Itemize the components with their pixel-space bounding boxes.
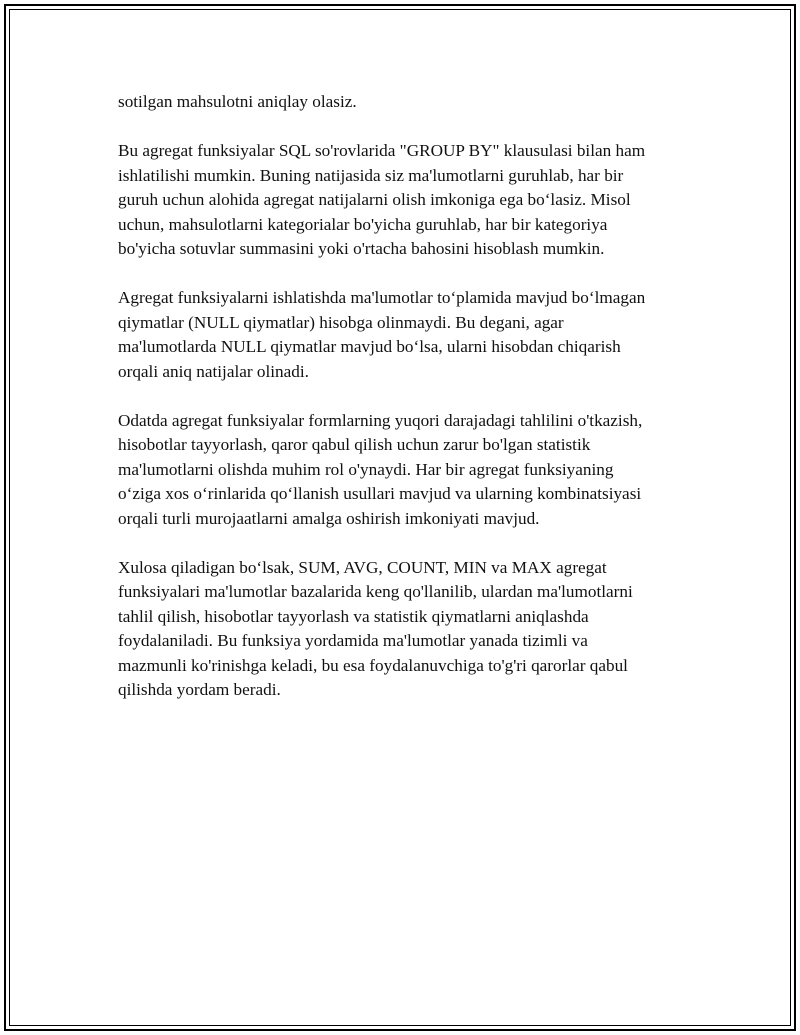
- paragraph-4: [118, 409, 708, 532]
- text-line: Bu agregat funksiyalar SQL so'rovlarida "GROUP BY" klausulasi bilan ham: [118, 141, 646, 160]
- text-line: Odatda agregat funksiyalar formlarning yuqori darajadagi tahlilini o'tkazish,: [118, 410, 643, 430]
- paragraph-5: [118, 556, 708, 703]
- text-line: mazmunli ko'rinishga keladi, bu esa foydalanuvchiga to'g'ri qarorlar qabul: [118, 655, 628, 675]
- text-line: o‘ziga xos o‘rinlarida qo‘llanish usullari mavjud va ularning kombinatsiyasi: [118, 484, 642, 503]
- text-line: ma'lumotlarda NULL qiymatlar mavjud bo‘lsa, ularni hisobdan chiqarish: [118, 337, 621, 356]
- text-line: Xulosa qiladigan bo‘lsak, SUM, AVG, COUNT, MIN va MAX agregat: [118, 557, 607, 577]
- paragraph-2: [118, 139, 708, 262]
- text-line: orqali turli murojaatlarni amalga oshirish imkoniyati mavjud.: [118, 508, 540, 528]
- text-line: Agregat funksiyalarni ishlatishda ma'lumotlar to‘plamida mavjud bo‘lmagan: [118, 288, 646, 307]
- paragraph-3: [118, 286, 708, 384]
- text-line: ishlatilishi mumkin. Buning natijasida siz ma'lumotlarni guruhlab, har bir: [118, 165, 624, 185]
- text-line: qilishda yordam beradi.: [118, 680, 281, 699]
- text-line: funksiyalari ma'lumotlar bazalarida keng qo'llanilib, ulardan ma'lumotlarni: [118, 582, 633, 601]
- text-line: tahlil qilish, hisobotlar tayyorlash va statistik qiymatlarni aniqlashda: [118, 606, 589, 626]
- document-body: [118, 90, 708, 727]
- paragraph-1: [118, 90, 708, 115]
- text-line: qiymatlar (NULL qiymatlar) hisobga olinmaydi. Bu degani, agar: [118, 312, 564, 332]
- text-line: hisobotlar tayyorlash, qaror qabul qilish uchun zarur bo'lgan statistik: [118, 435, 591, 454]
- text-line: sotilgan mahsulotni aniqlay olasiz.: [118, 92, 357, 111]
- text-line: foydalaniladi. Bu funksiya yordamida ma'lumotlar yanada tizimli va: [118, 631, 588, 650]
- text-line: uchun, mahsulotlarni kategorialar bo'yicha guruhlab, har bir kategoriya: [118, 214, 608, 234]
- text-line: guruh uchun alohida agregat natijalarni olish imkoniga ega bo‘lasiz. Misol: [118, 190, 631, 209]
- text-line: orqali aniq natijalar olinadi.: [118, 361, 309, 381]
- text-line: bo'yicha sotuvlar summasini yoki o'rtacha bahosini hisoblash mumkin.: [118, 239, 605, 258]
- text-line: ma'lumotlarni olishda muhim rol o'ynaydi. Har bir agregat funksiyaning: [118, 459, 614, 479]
